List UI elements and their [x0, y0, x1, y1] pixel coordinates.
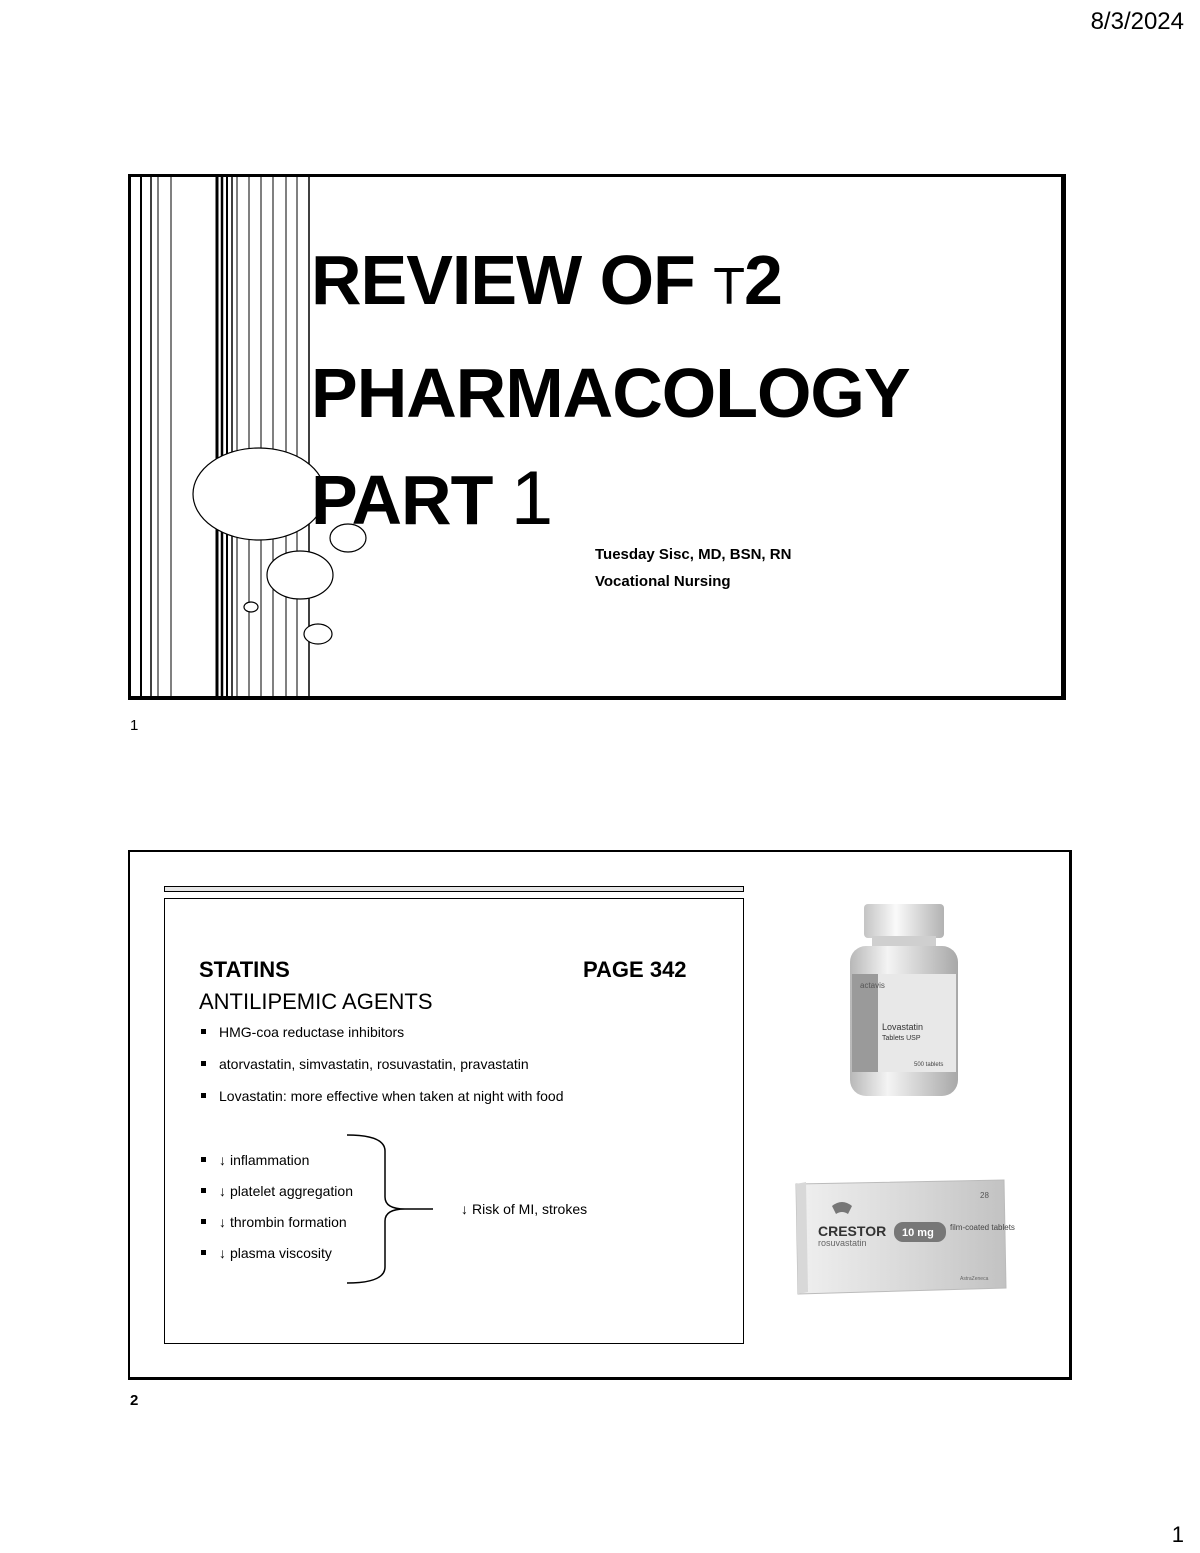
lovastatin-bottle-image — [846, 902, 966, 1102]
right-brace-icon — [345, 1131, 425, 1291]
down-arrow-icon: ↓ — [461, 1201, 468, 1217]
crestor-box-image — [794, 1178, 1015, 1298]
down-arrow-icon: ↓ — [219, 1183, 226, 1199]
box-count: 28 — [980, 1191, 989, 1200]
program-name: Vocational Nursing — [595, 573, 731, 590]
slide-1-number: 1 — [130, 717, 139, 734]
slide-2-content-panel — [164, 898, 744, 1344]
slide-1-author-block — [595, 541, 791, 595]
bottle-brand: actavis — [860, 981, 885, 990]
down-arrow-icon: ↓ — [219, 1214, 226, 1230]
list-item: ↓ inflammation — [199, 1151, 353, 1182]
down-arrow-icon: ↓ — [219, 1245, 226, 1261]
list-item: HMG-coa reductase inhibitors — [199, 1023, 564, 1055]
author-name: Tuesday Sisc, MD, BSN, RN — [595, 546, 792, 563]
box-maker: AstraZeneca — [960, 1276, 989, 1282]
box-dose: 10 mg — [902, 1227, 934, 1239]
bottle-tablets: Tablets USP — [882, 1035, 921, 1042]
slide-2 — [128, 850, 1072, 1380]
slide-2-page-ref: PAGE 342 — [583, 957, 687, 982]
slide-1-decoration — [131, 177, 341, 697]
bottle-drug: Lovastatin — [882, 1022, 924, 1032]
list-item: ↓ platelet aggregation — [199, 1182, 353, 1213]
risk-outcome: ↓ Risk of MI, strokes — [461, 1201, 588, 1217]
slide-1-title: REVIEW OF T2 PHARMACOLOGY PART 1 — [311, 241, 910, 541]
list-item: ↓ plasma viscosity — [199, 1244, 353, 1275]
list-item: Lovastatin: more effective when taken at night with food — [199, 1087, 564, 1119]
print-date: 8/3/2024 — [1090, 8, 1184, 35]
statin-effects-list — [199, 1151, 353, 1275]
box-brand: CRESTOR — [818, 1223, 887, 1239]
page-number: 1 — [1171, 1522, 1184, 1547]
list-item: ↓ thrombin formation — [199, 1213, 353, 1244]
slide-2-number: 2 — [130, 1392, 139, 1409]
box-type: film-coated tablets — [950, 1223, 1015, 1232]
down-arrow-icon: ↓ — [219, 1152, 226, 1168]
list-item: atorvastatin, simvastatin, rosuvastatin, pravastatin — [199, 1055, 564, 1087]
slide-2-top-bar — [164, 886, 744, 892]
bottle-count: 500 tablets — [914, 1062, 944, 1068]
slide-1 — [128, 174, 1066, 700]
statin-facts-list — [199, 1023, 564, 1119]
box-generic: rosuvastatin — [818, 1238, 867, 1248]
slide-2-subheading: ANTILIPEMIC AGENTS — [199, 989, 433, 1014]
slide-2-heading: STATINS — [199, 957, 290, 982]
